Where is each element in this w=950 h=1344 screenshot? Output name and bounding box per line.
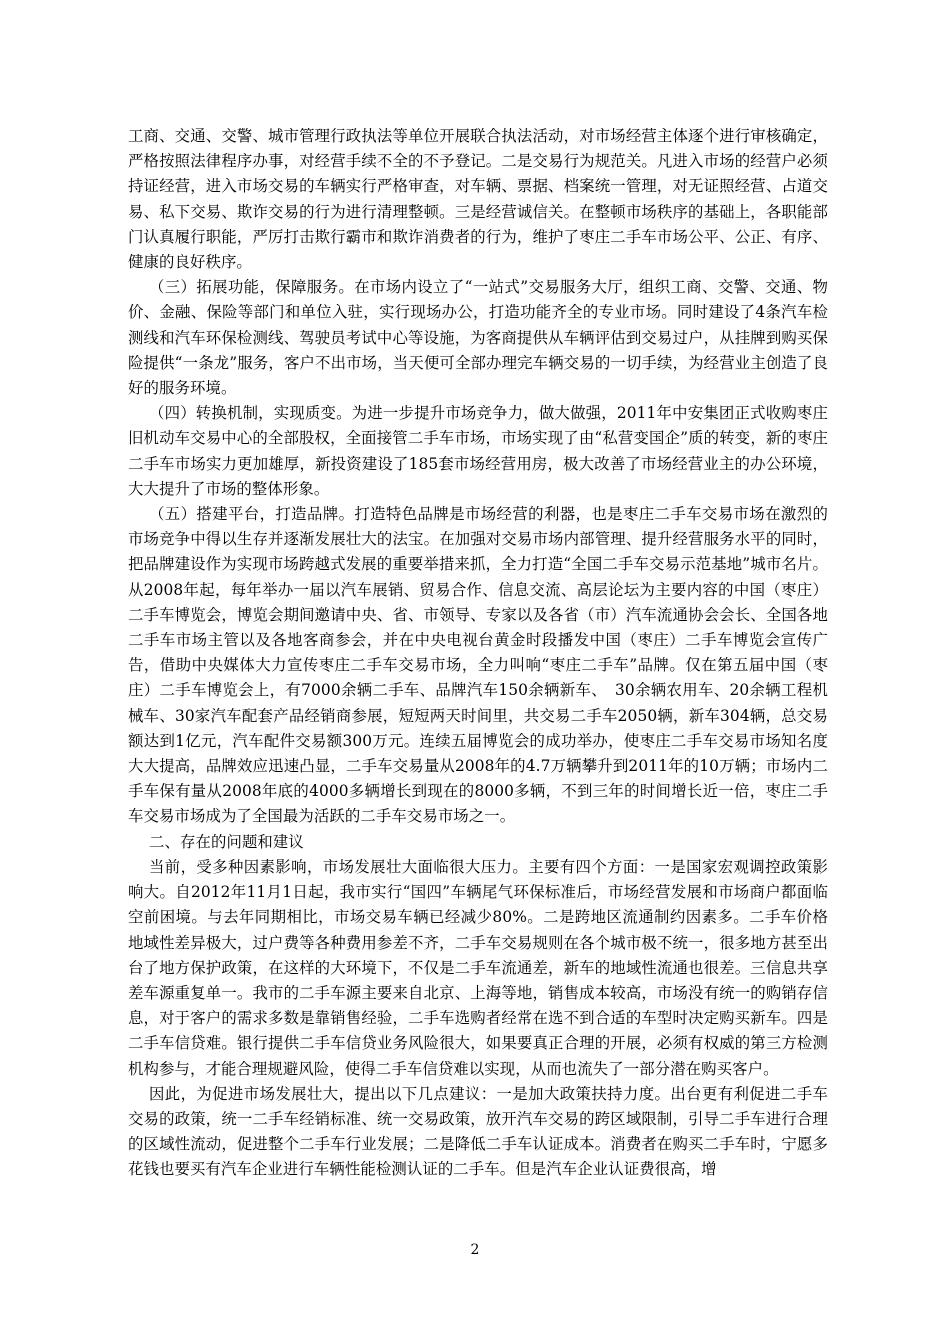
document-body <box>128 124 828 1183</box>
paragraph-expand-functions: （三）拓展功能，保障服务。在市场内设立了“一站式”交易服务大厅，组织工商、交警、交通、物价、金融、保险等部门和单位入驻，实行现场办公，打造功能齐全的专业市场。同时建设了4条汽车检测线和汽车环保检测线、驾驶员考试中心等设施，为客商提供从车辆评估到交易过户，从挂牌到购买保险提供“一条龙”服务，客户不出市场，当天便可全部办理完车辆交易的一切手续，为经营业主创造了良好的服务环境。 <box>128 278 828 398</box>
paragraph-current-problems: 当前，受多种因素影响，市场发展壮大面临很大压力。主要有四个方面：一是国家宏观调控政策影响大。自2012年11月1日起，我市实行“国四”车辆尾气环保标准后，市场经营发展和市场商户都面临空前困境。与去年同期相比，市场交易车辆已经减少80%。二是跨地区流通制约因素多。二手车价格地域性差异极大，过户费等各种费用参差不齐，二手车交易规则在各个城市极不统一，很多地方甚至出台了地方保护政策，在这样的大环境下，不仅是二手车流通差，新车的地域性流通也很差。三信息共享差车源重复单一。我市的二手车源主要来自北京、上海等地，销售成本较高，市场没有统一的购销存信息，对于客户的需求多数是靠销售经验，二手车选购者经常在选不到合适的车型时决定购买新车。四是二手车信贷难。银行提供二手车信贷业务风险很大，如果要真正合理的开展，必须有权威的第三方检测机构参与，才能合理规避风险，使得二手车信贷难以实现，从而也流失了一部分潜在购买客户。 <box>128 857 828 1078</box>
section-heading-problems: 二、存在的问题和建议 <box>149 832 304 851</box>
paragraph-transform-mechanism: （四）转换机制，实现质变。为进一步提升市场竞争力，做大做强，2011年中安集团正式收购枣庄旧机动车交易中心的全部股权，全面接管二手车市场，市场实现了由“私营变国企”质的转变，新的枣庄二手车市场实力更加雄厚，新投资建设了185套市场经营用房，极大改善了市场经营业主的办公环境，大大提升了市场的整体形象。 <box>128 404 828 498</box>
paragraph-market-order: 工商、交通、交警、城市管理行政执法等单位开展联合执法活动，对市场经营主体逐个进行审核确定，严格按照法律程序办事，对经营手续不全的不予登记。二是交易行为规范关。凡进入市场的经营户必须持证经营，进入市场交易的车辆实行严格审查，对车辆、票据、档案统一管理，对无证照经营、占道交易、私下交易、欺诈交易的行为进行清理整顿。三是经营诚信关。在整顿市场秩序的基础上，各职能部门认真履行职能，严厉打击欺行霸市和欺诈消费者的行为，维护了枣庄二手车市场公平、公正、有序、健康的良好秩序。 <box>128 127 828 272</box>
page-number: 2 <box>470 1242 480 1258</box>
paragraph-build-brand: （五）搭建平台，打造品牌。打造特色品牌是市场经营的利器，也是枣庄二手车交易市场在激烈的市场竞争中得以生存并逐渐发展壮大的法宝。在加强对交易市场内部管理、提升经营服务水平的同时，把品牌建设作为实现市场跨越式发展的重要举措来抓，全力打造“全国二手车交易示范基地”城市名片。从2008年起，每年举办一届以汽车展销、贸易合作、信息交流、高层论坛为主要内容的中国（枣庄）二手车博览会，博览会期间邀请中央、省、市领导、专家以及各省（市）汽车流通协会会长、全国各地二手车市场主管以及各地客商参会，并在中央电视台黄金时段播发中国（枣庄）二手车博览会宣传广告，借助中央媒体大力宣传枣庄二手车交易市场，全力叫响“枣庄二手车”品牌。仅在第五届中国（枣庄）二手车博览会上，有7000余辆二手车、品牌汽车150余辆新车、 30余辆农用车、20余辆工程机械车、30家汽车配套产品经销商参展，短短两天时间里，共交易二手车2050辆，新车304辆，总交易额达到1亿元，汽车配件交易额300万元。连续五届博览会的成功举办，使枣庄二手车交易市场知名度大大提高，品牌效应迅速凸显，二手车交易量从2008年的4.7万辆攀升到2011年的10万辆；市场内二手车保有量从2008年底的4000多辆增长到现在的8000多辆，不到三年的时间增长近一倍，枣庄二手车交易市场成为了全国最为活跃的二手车交易市场之一。 <box>128 505 828 826</box>
paragraph-suggestions: 因此，为促进市场发展壮大，提出以下几点建议：一是加大政策扶持力度。出台更有利促进二手车交易的政策，统一二手车经销标准、统一交易政策，放开汽车交易的跨区域限制，引导二手车进行合理的区域性流动，促进整个二手车行业发展；二是降低二手车认证成本。消费者在购买二手车时，宁愿多花钱也要买有汽车企业进行车辆性能检测认证的二手车。但是汽车企业认证费很高，增 <box>128 1084 828 1179</box>
